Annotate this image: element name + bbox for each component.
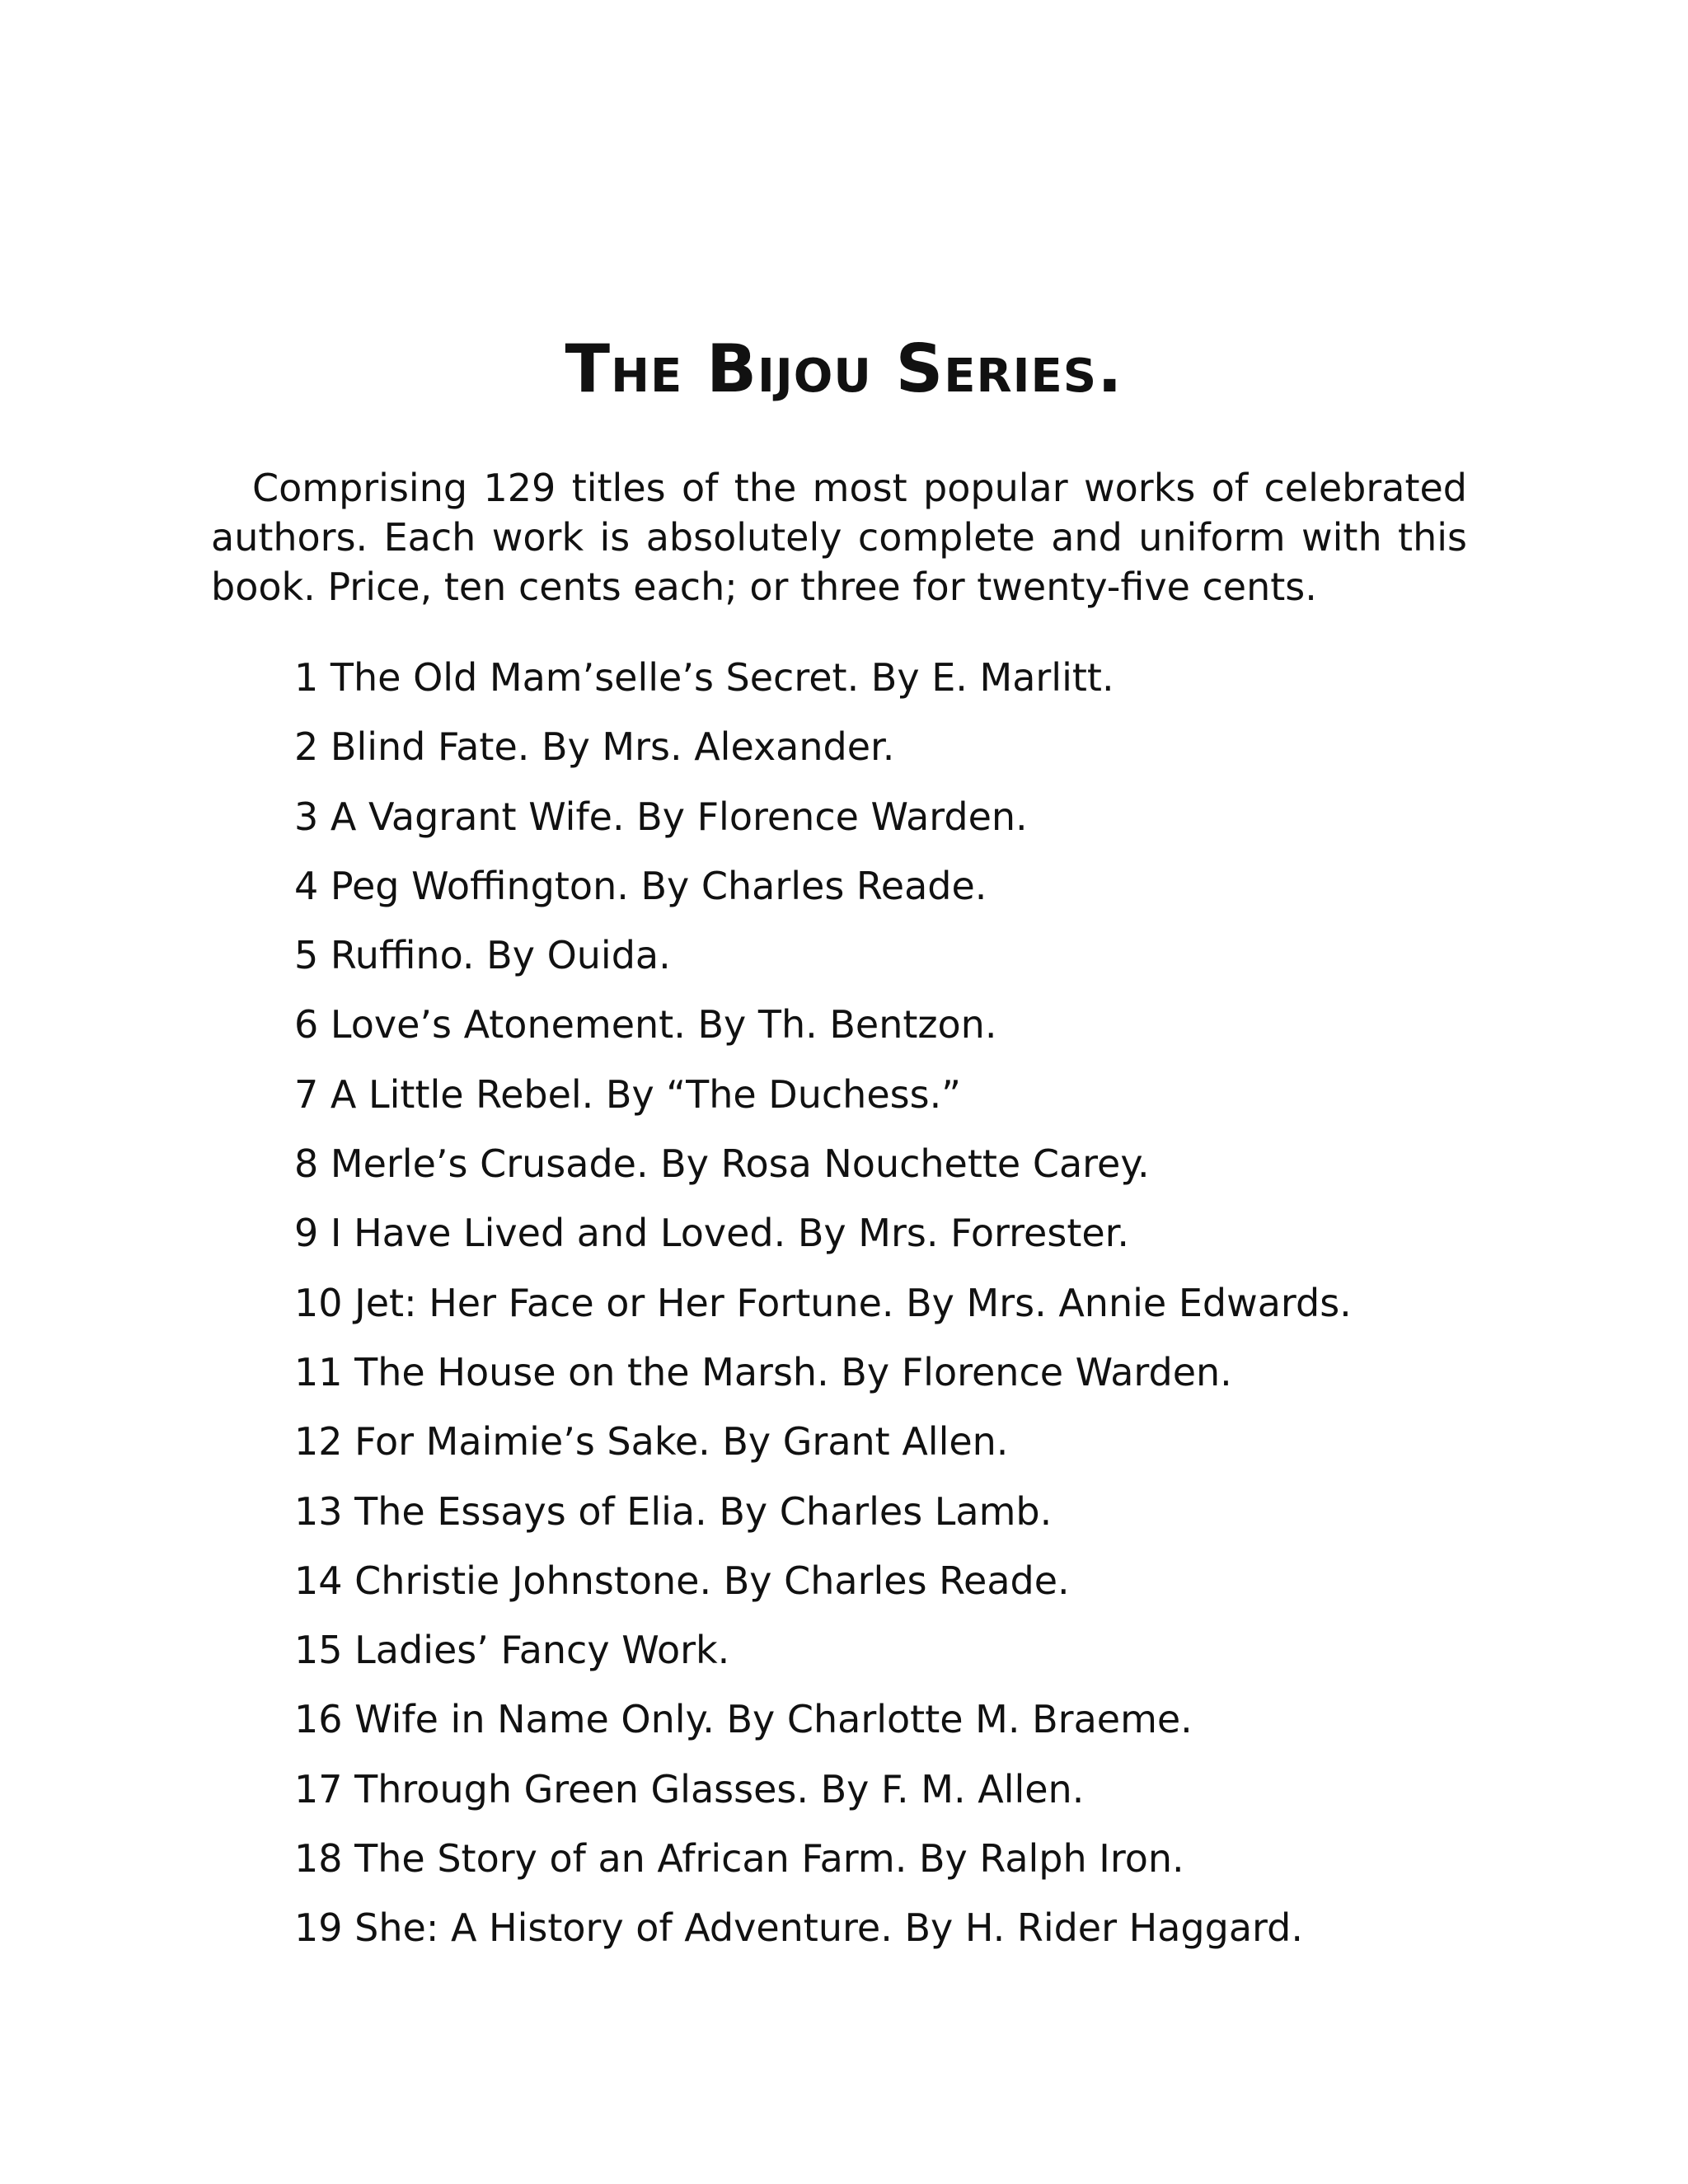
book-title-author: The Story of an African Farm. By Ralph Iron. xyxy=(354,1836,1184,1882)
book-title-author: Love’s Atonement. By Th. Bentzon. xyxy=(330,1002,997,1047)
book-title-author: A Little Rebel. By “The Duchess.” xyxy=(330,1071,962,1117)
intro-paragraph: Comprising 129 titles of the most popular works of celebrated authors. Each work is absolutely complete and uniform with this book. Price, ten cents each; or three for twenty-five cents. xyxy=(211,466,1467,609)
list-item xyxy=(294,861,1531,930)
list-item xyxy=(294,1625,1531,1694)
list-item xyxy=(294,1556,1531,1625)
book-title-author: Wife in Name Only. By Charlotte M. Braeme. xyxy=(354,1697,1193,1742)
book-number: 10 xyxy=(294,1280,343,1325)
list-item xyxy=(294,1139,1531,1208)
book-number: 1 xyxy=(294,655,319,700)
book-title-author: Christie Johnstone. By Charles Reade. xyxy=(354,1558,1070,1603)
list-item xyxy=(294,722,1531,791)
list-item xyxy=(294,1694,1531,1764)
book-number: 8 xyxy=(294,1141,319,1187)
list-item xyxy=(294,1765,1531,1834)
book-number: 19 xyxy=(294,1905,343,1951)
book-title-author: The Essays of Elia. By Charles Lamb. xyxy=(354,1488,1053,1534)
list-item xyxy=(294,1278,1531,1347)
book-title-author: Through Green Glasses. By F. M. Allen. xyxy=(354,1766,1085,1811)
list-item xyxy=(294,1487,1531,1556)
list-item xyxy=(294,1000,1531,1069)
list-item xyxy=(294,930,1531,1000)
book-title-author: She: A History of Adventure. By H. Rider Haggard. xyxy=(354,1905,1303,1951)
book-title-author: I Have Lived and Loved. By Mrs. Forrester. xyxy=(330,1211,1129,1256)
book-number: 12 xyxy=(294,1419,343,1465)
book-title-author: Ladies’ Fancy Work. xyxy=(354,1628,730,1673)
book-title-author: Ruffino. By Ouida. xyxy=(330,933,671,978)
list-item xyxy=(294,653,1531,722)
book-title-author: The Old Mam’selle’s Secret. By E. Marlitt. xyxy=(330,655,1114,700)
book-title-author: For Maimie’s Sake. By Grant Allen. xyxy=(354,1419,1009,1465)
book-title-author: Merle’s Crusade. By Rosa Nouchette Carey. xyxy=(330,1141,1150,1187)
list-item xyxy=(294,1903,1531,1972)
book-title-author: Jet: Her Face or Her Fortune. By Mrs. Annie Edwards. xyxy=(354,1280,1352,1325)
book-list xyxy=(294,653,1531,1973)
book-number: 18 xyxy=(294,1836,343,1882)
book-number: 4 xyxy=(294,863,319,908)
book-number: 2 xyxy=(294,724,319,770)
book-title-author: Blind Fate. By Mrs. Alexander. xyxy=(330,724,895,770)
book-title-author: The House on the Marsh. By Florence Warden. xyxy=(354,1349,1232,1394)
list-item xyxy=(294,1834,1531,1903)
list-item xyxy=(294,1208,1531,1277)
list-item xyxy=(294,792,1531,861)
list-item xyxy=(294,1417,1531,1486)
book-number: 5 xyxy=(294,933,319,978)
book-title-author: A Vagrant Wife. By Florence Warden. xyxy=(330,794,1028,839)
book-number: 15 xyxy=(294,1628,343,1673)
list-item xyxy=(294,1347,1531,1417)
book-number: 6 xyxy=(294,1002,319,1047)
list-item xyxy=(294,1070,1531,1139)
book-number: 11 xyxy=(294,1349,343,1394)
book-number: 7 xyxy=(294,1071,319,1117)
book-title-author: Peg Woffington. By Charles Reade. xyxy=(330,863,987,908)
book-number: 13 xyxy=(294,1488,343,1534)
book-number: 3 xyxy=(294,794,319,839)
book-number: 14 xyxy=(294,1558,343,1603)
book-number: 9 xyxy=(294,1211,319,1256)
page-title: The Bijou Series. xyxy=(565,330,1123,407)
book-number: 17 xyxy=(294,1766,343,1811)
book-number: 16 xyxy=(294,1697,343,1742)
